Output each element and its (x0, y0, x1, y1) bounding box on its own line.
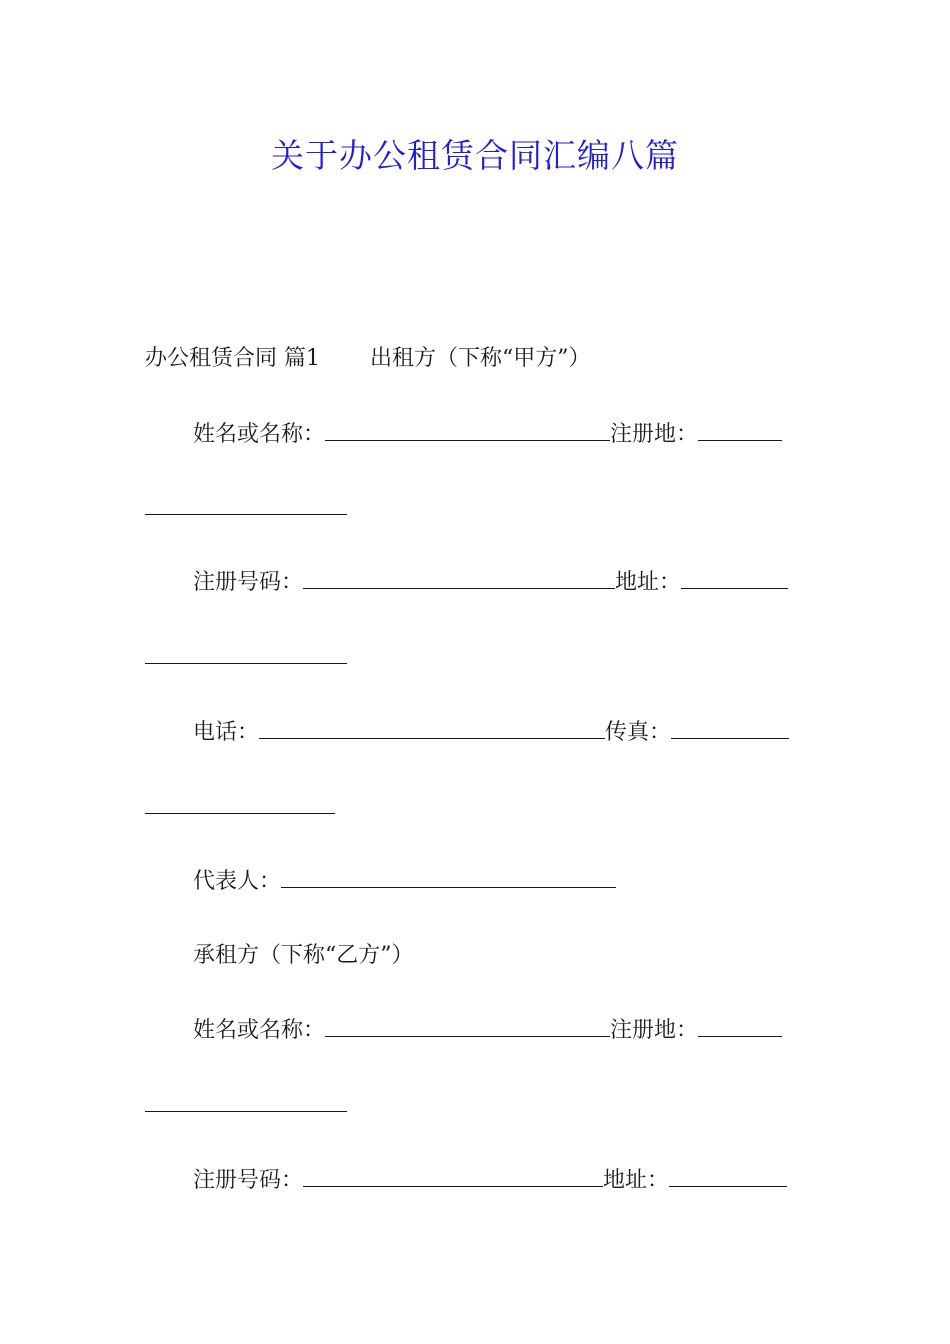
lessor-reg-place-continuation (145, 494, 347, 524)
lessee-name-row (193, 1016, 782, 1046)
reg-no-label: 注册号码： (193, 1168, 304, 1193)
reg-no-label: 注册号码： (193, 570, 304, 595)
fax-label: 传真： (605, 720, 672, 745)
name-label: 姓名或名称： (193, 422, 326, 447)
phone-blank[interactable] (259, 718, 605, 739)
lessor-reg-no-row (193, 568, 788, 598)
name-blank[interactable] (325, 1016, 610, 1037)
lessor-fax-continuation (145, 793, 335, 823)
representative-blank[interactable] (281, 867, 616, 888)
reg-place-blank-continued[interactable] (145, 1091, 347, 1112)
fax-blank[interactable] (671, 718, 789, 739)
address-label: 地址： (615, 570, 682, 595)
lessee-heading: 承租方（下称“乙方”） (193, 943, 414, 968)
document-title: 关于办公租赁合同汇编八篇 (271, 136, 679, 175)
phone-label: 电话： (193, 720, 260, 745)
reg-place-blank-continued[interactable] (145, 494, 347, 515)
lessor-address-continuation (145, 643, 347, 673)
name-label: 姓名或名称： (193, 1018, 326, 1043)
address-label: 地址： (603, 1168, 670, 1193)
name-blank[interactable] (325, 420, 610, 441)
reg-no-blank[interactable] (303, 568, 615, 589)
lessor-heading: 出租方（下称“甲方”） (370, 346, 591, 371)
address-blank-continued[interactable] (145, 643, 347, 664)
reg-place-label: 注册地： (610, 422, 699, 447)
reg-place-label: 注册地： (610, 1018, 699, 1043)
address-blank[interactable] (681, 568, 788, 589)
fax-blank-continued[interactable] (145, 793, 335, 814)
reg-place-blank[interactable] (698, 420, 782, 441)
lessor-name-row (193, 420, 782, 450)
reg-no-blank[interactable] (303, 1166, 603, 1187)
lessor-representative-row (193, 867, 616, 897)
address-blank[interactable] (669, 1166, 787, 1187)
representative-label: 代表人： (193, 869, 282, 894)
section-heading-line (145, 344, 591, 374)
lessor-phone-row (193, 718, 789, 748)
reg-place-blank[interactable] (698, 1016, 782, 1037)
lessee-reg-place-continuation (145, 1091, 347, 1121)
section-heading: 办公租赁合同 篇1 (145, 346, 320, 371)
lessee-reg-no-row (193, 1166, 787, 1196)
